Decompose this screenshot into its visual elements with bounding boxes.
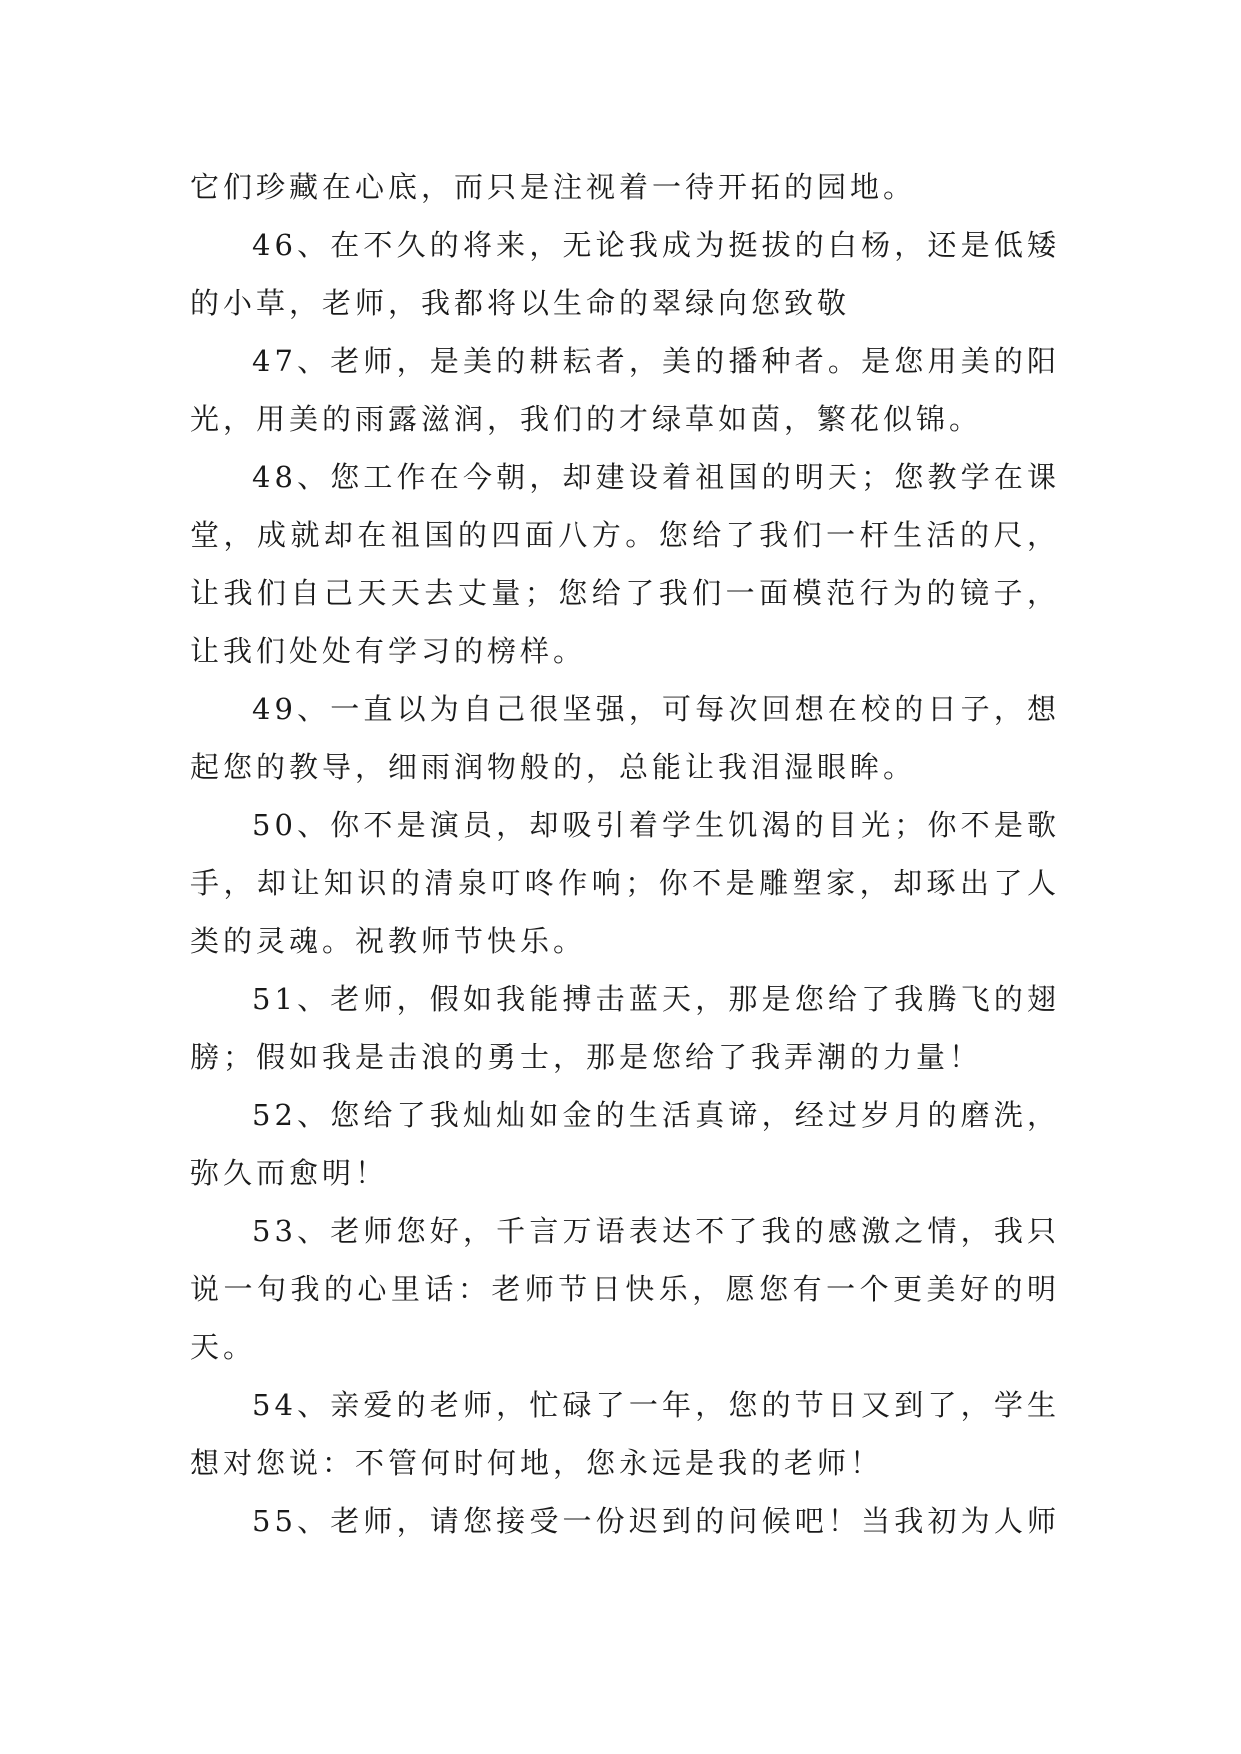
- text-line: 它们珍藏在心底，而只是注视着一待开拓的园地。: [190, 170, 917, 204]
- text-line: 膀；假如我是击浪的勇士，那是您给了我弄潮的力量！: [190, 1040, 983, 1074]
- text-line: 让我们处处有学习的榜样。: [190, 634, 587, 668]
- paragraph-first-line: 48、您工作在今朝，却建设着祖国的明天；您教学在课: [252, 460, 1060, 494]
- text-line: 的小草，老师，我都将以生命的翠绿向您致敬: [190, 286, 851, 320]
- document-body: [190, 158, 1060, 1550]
- text-line: 堂，成就却在祖国的四面八方。您给了我们一杆生活的尺，: [190, 518, 1060, 552]
- paragraph-first-line: 49、一直以为自己很坚强，可每次回想在校的日子，想: [252, 692, 1060, 726]
- paragraph-first-line: 55、老师，请您接受一份迟到的问候吧！当我初为人师: [252, 1504, 1060, 1538]
- text-line: 起您的教导，细雨润物般的，总能让我泪湿眼眸。: [190, 750, 917, 784]
- text-line: 弥久而愈明！: [190, 1156, 389, 1190]
- text-line: 手，却让知识的清泉叮咚作响；你不是雕塑家，却琢出了人: [190, 866, 1060, 900]
- paragraph-first-line: 50、你不是演员，却吸引着学生饥渴的目光；你不是歌: [252, 808, 1060, 842]
- text-line: 说一句我的心里话：老师节日快乐，愿您有一个更美好的明: [190, 1272, 1060, 1306]
- paragraph-first-line: 53、老师您好，千言万语表达不了我的感激之情，我只: [252, 1214, 1060, 1248]
- paragraph-first-line: 52、您给了我灿灿如金的生活真谛，经过岁月的磨洗，: [252, 1098, 1060, 1132]
- text-line: 想对您说：不管何时何地，您永远是我的老师！: [190, 1446, 884, 1480]
- paragraph-first-line: 47、老师，是美的耕耘者，美的播种者。是您用美的阳: [252, 344, 1060, 378]
- text-line: 天。: [190, 1330, 257, 1364]
- text-line: 光，用美的雨露滋润，我们的才绿草如茵，繁花似锦。: [190, 402, 983, 436]
- paragraph-first-line: 51、老师，假如我能搏击蓝天，那是您给了我腾飞的翅: [252, 982, 1060, 1016]
- paragraph-first-line: 46、在不久的将来，无论我成为挺拔的白杨，还是低矮: [252, 228, 1060, 262]
- text-line: 类的灵魂。祝教师节快乐。: [190, 924, 587, 958]
- text-line: 让我们自己天天去丈量；您给了我们一面模范行为的镜子，: [190, 576, 1060, 610]
- paragraph-first-line: 54、亲爱的老师，忙碌了一年，您的节日又到了，学生: [252, 1388, 1060, 1422]
